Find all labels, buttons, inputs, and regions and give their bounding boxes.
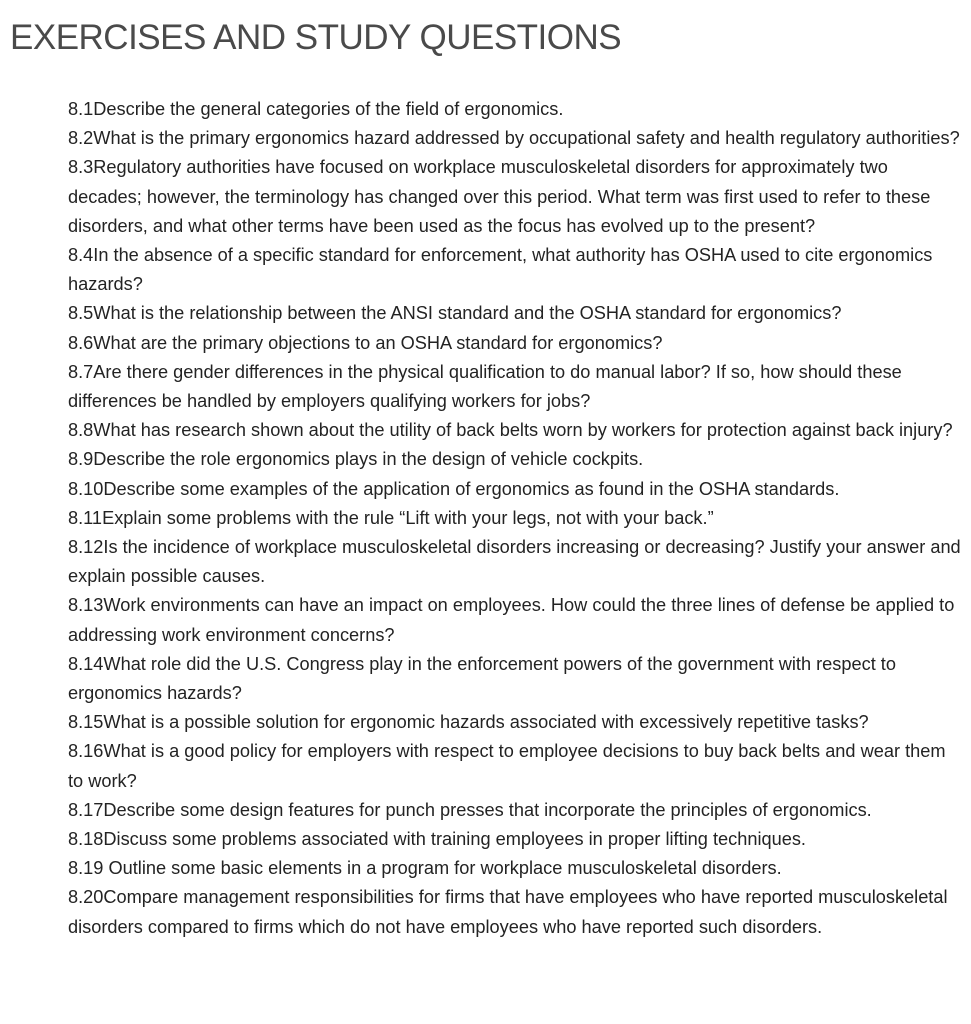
question-item bbox=[68, 883, 963, 941]
question-number: 8.8 bbox=[68, 420, 94, 441]
question-number: 8.19 bbox=[68, 858, 104, 879]
question-text: What is a good policy for employers with respect to employee decisions to buy back belts and wear them to work? bbox=[68, 741, 946, 791]
question-number: 8.14 bbox=[68, 653, 104, 674]
question-number: 8.6 bbox=[68, 332, 94, 353]
question-text: Describe the role ergonomics plays in the design of vehicle cockpits. bbox=[93, 449, 644, 470]
question-item bbox=[68, 299, 963, 328]
page-title: EXERCISES AND STUDY QUESTIONS bbox=[10, 18, 622, 57]
question-number: 8.2 bbox=[68, 128, 94, 149]
question-item bbox=[68, 124, 963, 153]
question-number: 8.15 bbox=[68, 712, 104, 733]
question-text: Are there gender differences in the physical qualification to do manual labor? If so, how should these differences be handled by employers qualifying workers for jobs? bbox=[68, 361, 902, 412]
question-number: 8.11 bbox=[68, 507, 103, 528]
question-item bbox=[68, 796, 963, 825]
question-number: 8.17 bbox=[68, 799, 104, 820]
question-text: Explain some problems with the rule “Lift with your legs, not with your back.” bbox=[102, 507, 714, 528]
question-text: Regulatory authorities have focused on workplace musculoskeletal disorders for approximately two decades; however, the terminology has changed over this period. What term was first used to refer to these disorders, and what other terms have been used as the focus has evolved up to the present? bbox=[68, 157, 931, 236]
question-text: Describe some examples of the application of ergonomics as found in the OSHA standards. bbox=[103, 478, 840, 499]
question-text: What is the relationship between the ANSI standard and the OSHA standard for ergonomics? bbox=[93, 303, 842, 324]
question-text: What role did the U.S. Congress play in the enforcement powers of the government with respect to ergonomics hazards? bbox=[68, 653, 896, 704]
question-number: 8.9 bbox=[68, 449, 94, 470]
question-text: Outline some basic elements in a program for workplace musculoskeletal disorders. bbox=[103, 858, 782, 879]
question-item bbox=[68, 95, 963, 124]
question-text: In the absence of a specific standard for enforcement, what authority has OSHA used to cite ergonomics hazards? bbox=[68, 245, 933, 295]
question-text: Discuss some problems associated with training employees in proper lifting techniques. bbox=[103, 829, 806, 850]
question-text: Work environments can have an impact on employees. How could the three lines of defense be applied to addressing work environment concerns? bbox=[68, 595, 955, 645]
question-text: Compare management responsibilities for firms that have employees who have reported musculoskeletal disorders compared to firms which do not have employees who have reported such disorders. bbox=[68, 887, 948, 937]
question-item bbox=[68, 591, 963, 649]
question-item bbox=[68, 504, 963, 533]
question-text: Describe the general categories of the field of ergonomics. bbox=[93, 99, 564, 119]
question-item bbox=[68, 358, 963, 416]
question-item bbox=[68, 445, 963, 474]
question-item bbox=[68, 241, 963, 299]
question-text: What is a possible solution for ergonomic hazards associated with excessively repetitive tasks? bbox=[103, 712, 869, 733]
question-number: 8.4 bbox=[68, 245, 94, 266]
question-list bbox=[68, 95, 963, 942]
question-item bbox=[68, 153, 963, 241]
question-number: 8.16 bbox=[68, 741, 104, 762]
question-text: What has research shown about the utility of back belts worn by workers for protection against back injury? bbox=[93, 420, 953, 441]
question-item bbox=[68, 825, 963, 854]
question-item bbox=[68, 416, 963, 445]
question-number: 8.7 bbox=[68, 361, 94, 382]
question-item bbox=[68, 737, 963, 795]
question-item bbox=[68, 708, 963, 737]
question-item bbox=[68, 329, 963, 358]
question-number: 8.12 bbox=[68, 537, 104, 558]
question-number: 8.10 bbox=[68, 478, 104, 499]
question-number: 8.3 bbox=[68, 157, 94, 178]
question-text: What are the primary objections to an OSHA standard for ergonomics? bbox=[93, 332, 663, 353]
question-item bbox=[68, 854, 963, 883]
question-item bbox=[68, 533, 963, 591]
question-text: What is the primary ergonomics hazard addressed by occupational safety and health regulatory authorities? bbox=[93, 128, 960, 149]
question-number: 8.20 bbox=[68, 887, 104, 908]
question-text: Is the incidence of workplace musculoskeletal disorders increasing or decreasing? Justify your answer and explain possible causes. bbox=[68, 537, 961, 587]
question-number: 8.18 bbox=[68, 829, 104, 850]
question-number: 8.1 bbox=[68, 99, 94, 119]
question-item bbox=[68, 650, 963, 708]
question-number: 8.13 bbox=[68, 595, 104, 616]
question-text: Describe some design features for punch presses that incorporate the principles of ergonomics. bbox=[103, 799, 872, 820]
question-number: 8.5 bbox=[68, 303, 94, 324]
question-item bbox=[68, 475, 963, 504]
